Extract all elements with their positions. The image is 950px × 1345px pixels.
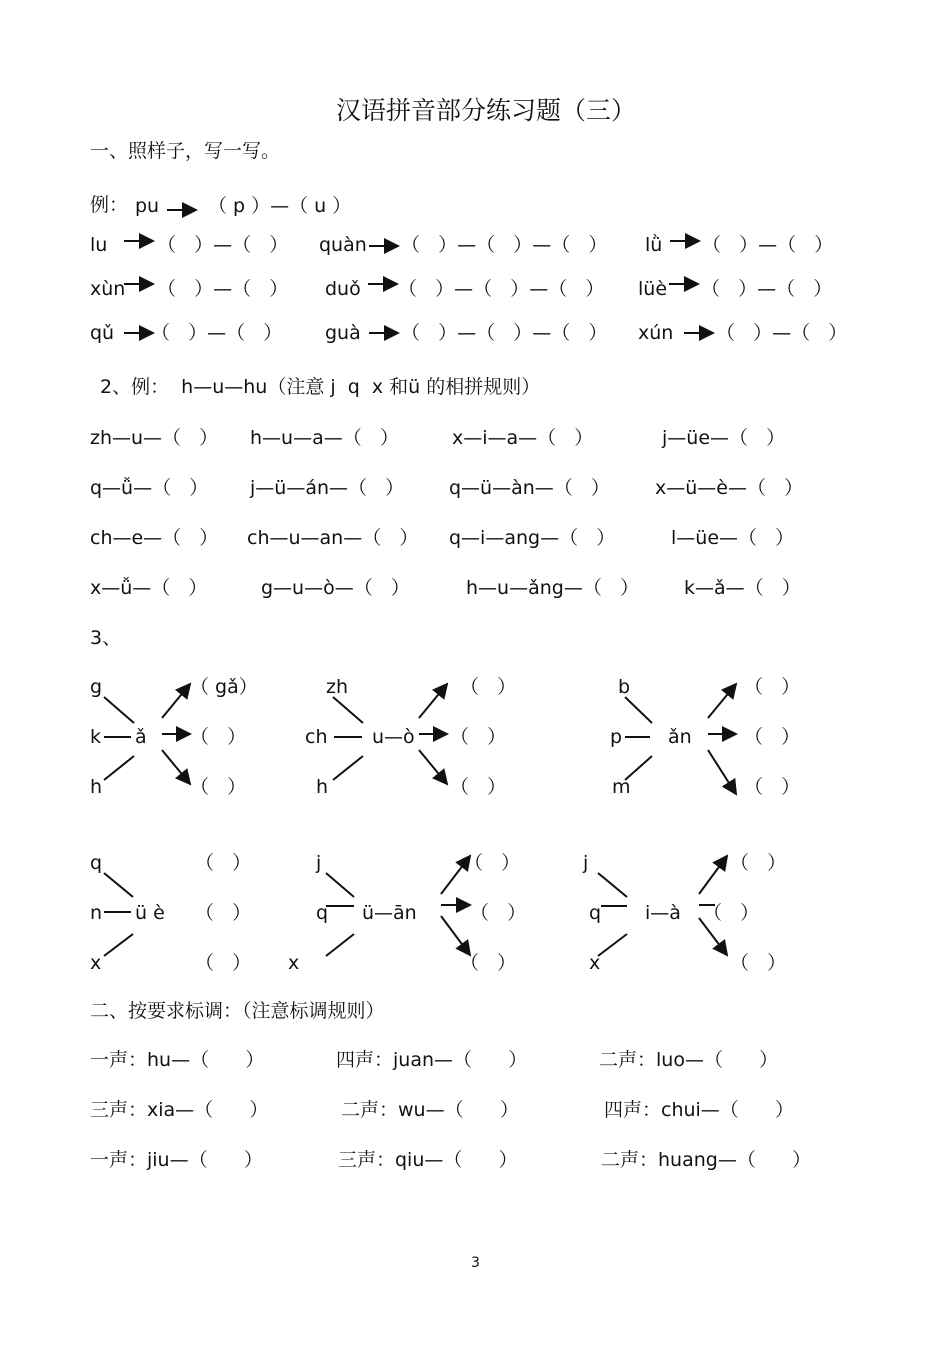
s2-row3-item2: ch—u—an—（ ） bbox=[247, 527, 419, 549]
row1-blanks-1: （ ）—（ ） bbox=[157, 234, 289, 256]
tone-row2-item1: 三声：xia—（ ） bbox=[90, 1099, 269, 1121]
example-label: 例： bbox=[90, 194, 129, 216]
g1-answer-1: （ gǎ） bbox=[190, 676, 258, 698]
g5-final: ü—ān bbox=[362, 902, 417, 924]
g6-answer-3: （ ） bbox=[730, 952, 787, 974]
s2-row3-item1: ch—e—（ ） bbox=[90, 527, 219, 549]
g3-answer-2: （ ） bbox=[744, 726, 801, 748]
s2-row1-item4: j—üe—（ ） bbox=[662, 427, 786, 449]
g2-answer-2: （ ） bbox=[450, 726, 507, 748]
page-number: 3 bbox=[471, 1255, 480, 1271]
row2-blanks-3: （ ）—（ ） bbox=[701, 278, 833, 300]
row1-syllable-1: lu bbox=[90, 234, 108, 256]
g2-initial-2: ch bbox=[305, 726, 328, 748]
g3-initial-3: m bbox=[612, 776, 631, 798]
row2-blanks-1: （ ）—（ ） bbox=[157, 278, 289, 300]
s2-row4-item3: h—u—ǎng—（ ） bbox=[466, 577, 639, 599]
row3-blanks-3: （ ）—（ ） bbox=[716, 322, 848, 344]
tone-row3-item3: 二声：huang—（ ） bbox=[601, 1149, 812, 1171]
section1-heading: 一、照样子，写一写。 bbox=[90, 140, 281, 162]
s2-row3-item3: q—i—ang—（ ） bbox=[449, 527, 616, 549]
row1-blanks-3: （ ）—（ ） bbox=[702, 234, 834, 256]
example-syllable: pu bbox=[135, 195, 160, 217]
row2-syllable-3: lüè bbox=[638, 278, 668, 300]
row3-blanks-1: （ ）—（ ） bbox=[151, 322, 283, 344]
g5-initial-3: x bbox=[288, 952, 300, 974]
g6-initial-1: j bbox=[583, 852, 589, 874]
s2-row1-item3: x—i—a—（ ） bbox=[452, 427, 594, 449]
page-title: 汉语拼音部分练习题（三） bbox=[336, 96, 637, 125]
g5-answer-2: （ ） bbox=[470, 902, 527, 924]
row2-syllable-2: duǒ bbox=[325, 278, 361, 300]
row3-syllable-1: qǔ bbox=[90, 322, 115, 344]
tone-row3-item2: 三声：qiu—（ ） bbox=[338, 1149, 518, 1171]
g3-answer-1: （ ） bbox=[744, 676, 801, 698]
g4-answer-2: （ ） bbox=[195, 902, 252, 924]
tone-row2-item3: 四声：chui—（ ） bbox=[604, 1099, 795, 1121]
g3-answer-3: （ ） bbox=[744, 776, 801, 798]
g6-initial-2: q bbox=[589, 902, 602, 924]
row3-syllable-3: xún bbox=[638, 322, 674, 344]
g3-final: ǎn bbox=[668, 726, 692, 748]
row3-blanks-2: （ ）—（ ）—（ ） bbox=[401, 322, 608, 344]
s2-row4-item1: x—ǚ—（ ） bbox=[90, 577, 208, 599]
section3-heading: 3、 bbox=[90, 627, 122, 649]
s2-row1-item2: h—u—a—（ ） bbox=[250, 427, 399, 449]
g6-answer-1: （ ） bbox=[730, 852, 787, 874]
row1-syllable-2: quàn bbox=[319, 234, 367, 256]
g2-final: u—ò bbox=[372, 726, 415, 748]
g1-answer-2: （ ） bbox=[190, 726, 247, 748]
g1-answer-3: （ ） bbox=[190, 776, 247, 798]
row1-syllable-3: lǜ bbox=[645, 234, 663, 256]
g4-answer-3: （ ） bbox=[195, 952, 252, 974]
g6-initial-3: x bbox=[589, 952, 601, 974]
row2-syllable-1: xùn bbox=[90, 278, 126, 300]
g1-initial-1: g bbox=[90, 676, 103, 698]
tone-row1-item1: 一声：hu—（ ） bbox=[90, 1049, 265, 1071]
row2-blanks-2: （ ）—（ ）—（ ） bbox=[398, 278, 605, 300]
g1-initial-3: h bbox=[90, 776, 103, 798]
g4-initial-3: x bbox=[90, 952, 102, 974]
g2-initial-3: h bbox=[316, 776, 329, 798]
tone-row1-item3: 二声：luo—（ ） bbox=[599, 1049, 779, 1071]
section4-heading: 二、按要求标调：（注意标调规则） bbox=[90, 1000, 385, 1022]
s2-row3-item4: l—üe—（ ） bbox=[671, 527, 795, 549]
s2-row4-item2: g—u—ò—（ ） bbox=[261, 577, 410, 599]
g4-final: ü è bbox=[135, 902, 165, 924]
g3-initial-2: p bbox=[610, 726, 623, 748]
g2-initial-1: zh bbox=[326, 676, 349, 698]
g5-answer-1: （ ） bbox=[464, 852, 521, 874]
g4-answer-1: （ ） bbox=[195, 852, 252, 874]
g1-final: ǎ bbox=[135, 726, 147, 748]
tone-row3-item1: 一声：jiu—（ ） bbox=[90, 1149, 263, 1171]
g4-initial-2: n bbox=[90, 902, 103, 924]
s2-row2-item4: x—ü—è—（ ） bbox=[655, 477, 804, 499]
g4-initial-1: q bbox=[90, 852, 103, 874]
row3-syllable-2: guà bbox=[325, 322, 361, 344]
g5-answer-3: （ ） bbox=[460, 952, 517, 974]
s2-row2-item3: q—ü—àn—（ ） bbox=[449, 477, 610, 499]
section2-heading: 2、例： h—u—hu（注意 j q x 和ü 的相拼规则） bbox=[100, 376, 541, 398]
tone-row1-item2: 四声：juan—（ ） bbox=[336, 1049, 528, 1071]
g6-answer-2: （ ） bbox=[703, 902, 760, 924]
g6-final: i—à bbox=[645, 902, 681, 924]
row1-blanks-2: （ ）—（ ）—（ ） bbox=[401, 234, 608, 256]
s2-row4-item4: k—ǎ—（ ） bbox=[684, 577, 801, 599]
s2-row2-item1: q—ǚ—（ ） bbox=[90, 477, 209, 499]
s2-row1-item1: zh—u—（ ） bbox=[90, 427, 219, 449]
example-answer: （ p ）—（ u ） bbox=[208, 195, 352, 217]
g1-initial-2: k bbox=[90, 726, 102, 748]
g2-answer-1: （ ） bbox=[460, 676, 517, 698]
s2-row2-item2: j—ü—án—（ ） bbox=[250, 477, 405, 499]
g5-initial-2: q bbox=[316, 902, 329, 924]
g2-answer-3: （ ） bbox=[450, 776, 507, 798]
tone-row2-item2: 二声：wu—（ ） bbox=[341, 1099, 519, 1121]
g5-initial-1: j bbox=[316, 852, 322, 874]
g3-initial-1: b bbox=[618, 676, 631, 698]
